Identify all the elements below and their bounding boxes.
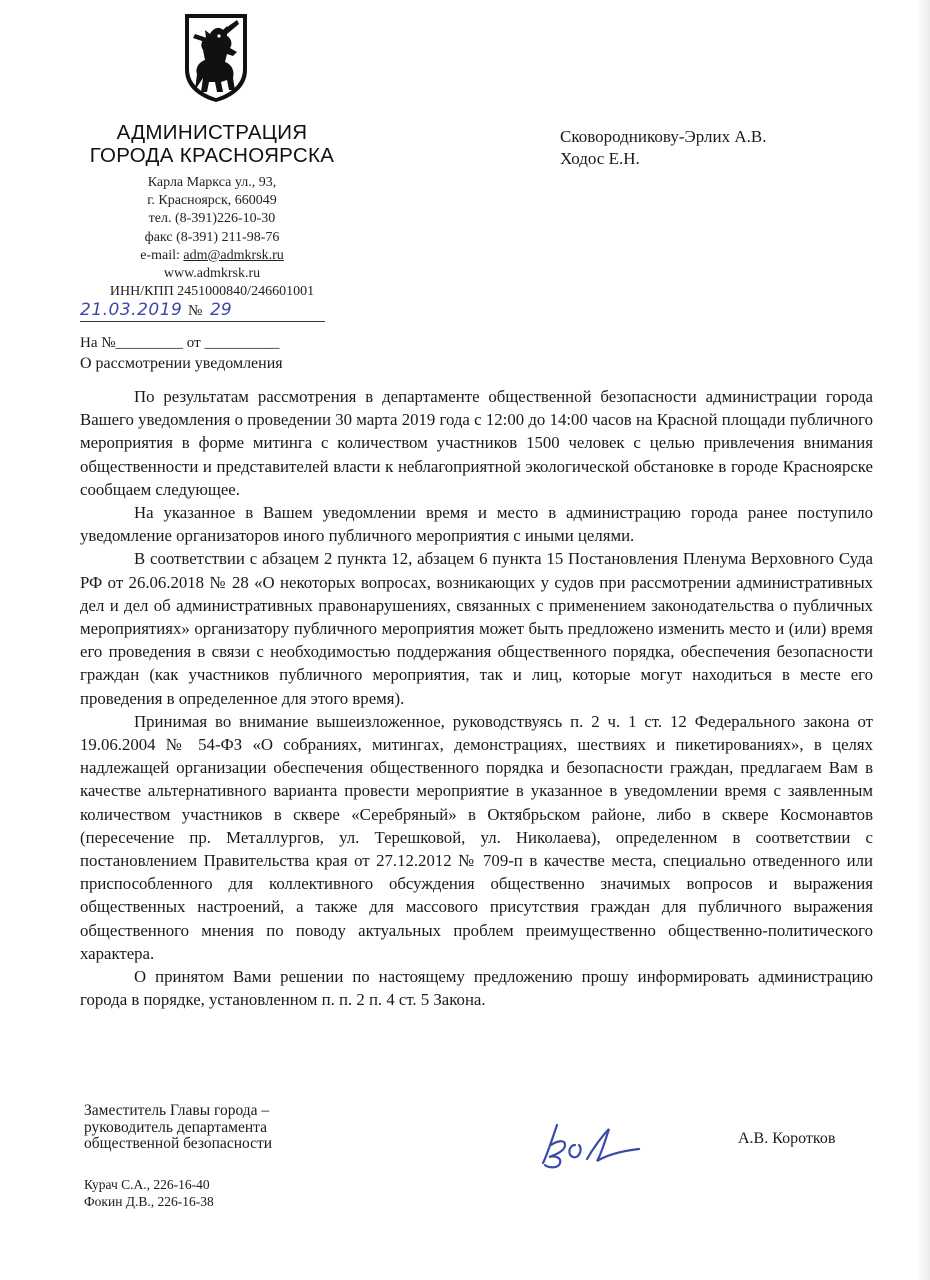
registration-number: 29 [210, 300, 232, 320]
organization-title-line1: АДМИНИСТРАЦИЯ [116, 121, 308, 144]
executor-contacts [84, 1176, 214, 1210]
page-edge-shadow [916, 0, 930, 1280]
address-city: г. Красноярск, 660049 [147, 193, 277, 209]
body-paragraph: По результатам рассмотрения в департаменте общественной безопасности администрации города Вашего уведомления о проведении 30 марта 2019 года с 12:00 до 14:00 часов на Красной площади публичного мероприятия в форме митинга с количеством участников 1500 человек с целью привлечения внимания общественности и представителей власти к неблагоприятной экологической обстановке в городе Красноярске сообщаем следующее. [80, 387, 873, 499]
addressee-line2: Ходос Е.Н. [560, 149, 640, 168]
registration-date: 21.03.2019 [80, 300, 183, 320]
handwritten-signature [535, 1115, 655, 1173]
addressee-block [560, 126, 766, 170]
registration-number-label: № [188, 303, 203, 319]
coat-of-arms-icon [183, 12, 249, 104]
website-link[interactable]: www.admkrsk.ru [163, 266, 261, 282]
reference-line: На №_________ от __________ [80, 335, 280, 351]
address-street: Карла Маркса ул., 93, [147, 175, 277, 190]
body-paragraph: На указанное в Вашем уведомлении время и место в администрацию города ранее поступило уведомление организаторов иного публичного мероприятия с иными целями. [80, 503, 873, 546]
body-paragraph: В соответствии с абзацем 2 пункта 12, абзацем 6 пункта 15 Постановления Пленума Верховного Суда РФ от 26.06.2018 № 28 «О некоторых вопросах, возникающих у судов при рассмотрении административных дел и дел об административных правонарушениях, связанных с применением законодательства о публичных мероприятиях» организатору публичного мероприятия может быть предложено изменить место и (или) время его проведения в связи с необходимостью поддержания общественного порядка, обеспечения безопасности граждан (как участников публичного мероприятия, так и лиц, которые могут находиться в месте его проведения в определенное для этого время). [80, 549, 873, 708]
organization-title [62, 121, 362, 167]
registration-underline [80, 321, 325, 322]
signatory-position-line3: общественной безопасности [84, 1135, 273, 1152]
inn-kpp: ИНН/КПП 2451000840/246601001 [109, 284, 315, 300]
email-label: e-mail: [140, 247, 184, 263]
registration-line [80, 300, 325, 324]
phone-number: тел. (8-391)226-10-30 [148, 211, 276, 227]
addressee-line1: Сковородникову-Эрлих А.В. [560, 127, 767, 146]
signatory-position-line2: руководитель департамента [84, 1118, 267, 1136]
body-paragraph: Принимая во внимание вышеизложенное, руководствуясь п. 2 ч. 1 ст. 12 Федерального закона от 19.06.2004 № 54-ФЗ «О собраниях, митингах, демонстрациях, шествиях и пикетированиях», в целях надлежащей организации обеспечения общественного порядка и безопасности граждан, предлагаем Вам в качестве альтернативного варианта провести мероприятие в указанное в уведомлении время с заявленным количеством участников в сквере «Серебряный» в Октябрьском районе, либо в сквере Космонавтов (пересечение пр. Металлургов, ул. Терешковой, ул. Николаева), определенном в соответствии с постановлением Правительства края от 27.12.2012 № 709-п в качестве места, специально отведенного или приспособленного для коллективного обсуждения общественно значимых вопросов и выражения общественных настроений, а также для массового присутствия граждан для публичного выражения общественного мнения по поводу актуальных проблем преимущественно общественно-политического характера. [80, 711, 873, 963]
executor-contact: Курач С.А., 226-16-40 [84, 1177, 210, 1192]
organization-title-line2: ГОРОДА КРАСНОЯРСКА [89, 144, 335, 167]
email-line [62, 247, 362, 265]
signatory-name: А.В. Коротков [738, 1130, 836, 1147]
email-link[interactable]: adm@admkrsk.ru [183, 247, 284, 263]
body-paragraph: О принятом Вами решении по настоящему предложению прошу информировать администрацию города в порядке, установленном п. п. 2 п. 4 ст. 5 Закона. [80, 967, 873, 1010]
signatory-position [84, 1103, 272, 1153]
executor-contact: Фокин Д.В., 226-16-38 [84, 1194, 214, 1209]
letter-subject: О рассмотрении уведомления [80, 355, 283, 372]
fax-number: факс (8-391) 211-98-76 [144, 229, 280, 245]
signatory-position-line1: Заместитель Главы города – [84, 1102, 270, 1119]
letter-body [80, 385, 873, 1011]
organization-details [62, 174, 362, 301]
